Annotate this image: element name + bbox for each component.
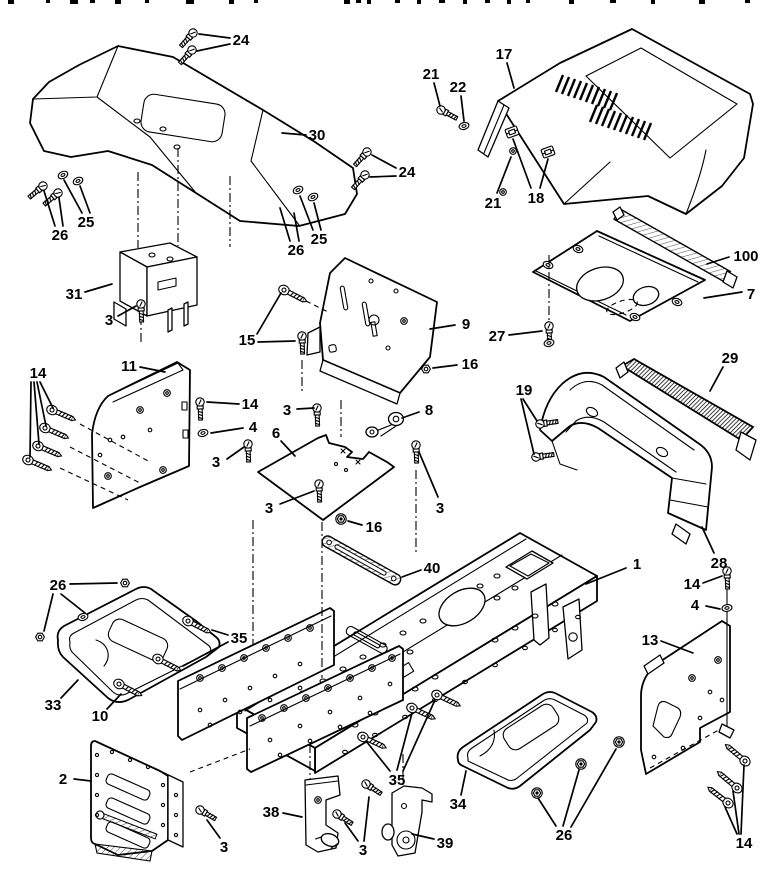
callout-leader (402, 570, 421, 577)
callout-leader (710, 367, 723, 391)
bolt-icon (31, 440, 63, 461)
callout-leader (434, 83, 440, 106)
callout-label-21: 21 (422, 66, 440, 83)
top-edge-crop-marks (8, 0, 750, 4)
callout-label-16: 16 (365, 519, 383, 536)
washer-icon (57, 170, 69, 180)
left-side-panel-part (92, 362, 190, 508)
callout-label-24: 24 (398, 164, 416, 181)
callout-label-14: 14 (241, 396, 259, 413)
callout-leader (283, 813, 302, 817)
callout-label-28: 28 (710, 555, 728, 572)
callout-label-40: 40 (423, 560, 441, 577)
flange-nut-icon (532, 788, 542, 798)
callout-leader (461, 771, 466, 795)
bolt-icon (531, 450, 554, 461)
nut-icon (36, 633, 45, 641)
callout-leader (372, 155, 396, 168)
callout-leader (509, 331, 542, 335)
callout-label-34: 34 (449, 796, 467, 813)
flange-nut-icon (336, 514, 346, 524)
bolt-icon (38, 422, 70, 443)
callout-label-3: 3 (264, 500, 274, 517)
callout-label-35: 35 (388, 772, 406, 789)
bolt-icon (21, 454, 53, 475)
callout-label-26: 26 (51, 227, 69, 244)
callout-leader (44, 594, 53, 631)
callout-label-4: 4 (248, 419, 258, 436)
callout-label-6: 6 (271, 425, 281, 442)
callout-leader (704, 292, 742, 298)
callout-label-15: 15 (238, 332, 256, 349)
callout-label-4: 4 (690, 597, 700, 614)
front-axle-plate-part (91, 741, 183, 861)
callout-leader (199, 34, 230, 38)
callout-label-25: 25 (77, 214, 95, 231)
callout-leader (211, 428, 243, 433)
washer-icon (543, 338, 554, 347)
bolt-icon (45, 404, 77, 425)
callout-leader (497, 157, 511, 193)
callout-label-31: 31 (65, 286, 83, 303)
callout-leader (402, 412, 419, 418)
support-plate-part (258, 435, 394, 520)
callout-label-9: 9 (461, 316, 471, 333)
callout-leader (61, 680, 78, 698)
clip-icon (505, 126, 519, 139)
screw-icon (178, 27, 199, 49)
bolt-icon (715, 768, 745, 795)
callout-leader (297, 408, 314, 409)
callout-leader (703, 576, 722, 583)
nut-icon (422, 365, 431, 373)
bolt-icon (277, 283, 309, 305)
callout-label-13: 13 (641, 632, 659, 649)
callout-leader (258, 341, 295, 342)
callout-leader (197, 44, 230, 51)
callout-label-10: 10 (91, 708, 109, 725)
callout-leader (364, 797, 369, 841)
callout-label-14: 14 (735, 835, 753, 852)
callout-label-38: 38 (262, 804, 280, 821)
callout-label-18: 18 (527, 190, 545, 207)
callout-leader (461, 96, 464, 121)
callout-leader (741, 765, 744, 834)
washer-icon (72, 176, 84, 186)
flange-nut-icon (614, 737, 624, 747)
callout-label-33: 33 (44, 697, 62, 714)
bolt-icon (705, 784, 735, 810)
callout-label-26: 26 (555, 827, 573, 844)
screw-icon (194, 804, 217, 822)
screw-icon (137, 300, 146, 322)
callout-label-25: 25 (310, 231, 328, 248)
callout-leader (538, 798, 556, 826)
callout-label-14: 14 (29, 365, 47, 382)
callout-leader (706, 606, 720, 609)
callout-label-3: 3 (104, 312, 114, 329)
support-bracket-39-part (382, 786, 432, 856)
bolt-icon (723, 741, 753, 768)
callout-label-8: 8 (424, 402, 434, 419)
screw-icon (352, 146, 373, 168)
upper-hood-part (478, 29, 753, 214)
callout-label-3: 3 (282, 402, 292, 419)
callout-label-11: 11 (121, 358, 137, 375)
callout-leader (74, 779, 91, 781)
washer-icon (197, 428, 208, 437)
hood-bracket-part (114, 243, 197, 332)
callout-label-16: 16 (461, 356, 479, 373)
carriage-bolt-icon (298, 332, 307, 354)
screw-icon (360, 778, 383, 797)
cable-clamp-part (366, 413, 404, 438)
callout-leader (433, 365, 457, 368)
callout-leader (257, 293, 281, 334)
callout-label-7: 7 (746, 286, 756, 303)
callout-label-27: 27 (488, 328, 506, 345)
callout-label-17: 17 (495, 46, 513, 63)
callout-label-1: 1 (632, 556, 642, 573)
callout-leader (370, 176, 396, 177)
callout-label-26: 26 (49, 577, 67, 594)
callout-label-24: 24 (232, 32, 250, 49)
callout-label-3: 3 (435, 500, 445, 517)
callout-label-29: 29 (721, 350, 739, 367)
callout-leader (207, 820, 220, 838)
screw-icon (435, 104, 459, 122)
callout-label-39: 39 (436, 835, 454, 852)
callout-leader (59, 198, 63, 226)
callout-leader (61, 594, 85, 613)
callout-leader (80, 186, 90, 213)
callout-leader (37, 382, 46, 426)
dash-panel-part (307, 258, 437, 404)
callout-label-35: 35 (230, 630, 248, 647)
flange-nut-icon (576, 759, 586, 769)
callout-leader (227, 447, 244, 459)
callout-label-3: 3 (219, 839, 229, 856)
callout-leader (70, 583, 117, 584)
callout-label-3: 3 (358, 842, 368, 859)
callout-label-21: 21 (484, 195, 502, 212)
callout-label-3: 3 (211, 454, 221, 471)
washer-icon (458, 121, 469, 130)
reinforcement-strip-part (320, 534, 402, 587)
callout-leader (348, 521, 362, 525)
screw-icon (313, 404, 322, 426)
callout-label-30: 30 (308, 127, 326, 144)
callout-leader (212, 630, 228, 635)
callout-label-14: 14 (683, 576, 701, 593)
callout-leader (419, 452, 438, 497)
callout-leader (85, 284, 112, 292)
callout-label-100: 100 (733, 248, 759, 265)
hood-mount-hole (510, 148, 517, 155)
right-running-board-part (458, 692, 597, 789)
screw-icon (244, 440, 253, 462)
washer-icon (721, 604, 732, 612)
callout-leader (281, 441, 295, 456)
callout-label-26: 26 (287, 242, 305, 259)
callout-leader (507, 63, 514, 88)
callout-leader (64, 180, 82, 213)
callout-leader (702, 527, 714, 553)
screw-icon (196, 398, 205, 420)
screw-icon (331, 808, 354, 827)
callout-label-2: 2 (58, 771, 68, 788)
callout-leader (30, 382, 31, 457)
nut-icon (121, 579, 130, 587)
screw-icon (177, 44, 198, 66)
callout-label-19: 19 (515, 382, 533, 399)
callout-label-22: 22 (449, 79, 467, 96)
right-side-panel-part (641, 590, 734, 774)
callout-leader (207, 402, 239, 404)
